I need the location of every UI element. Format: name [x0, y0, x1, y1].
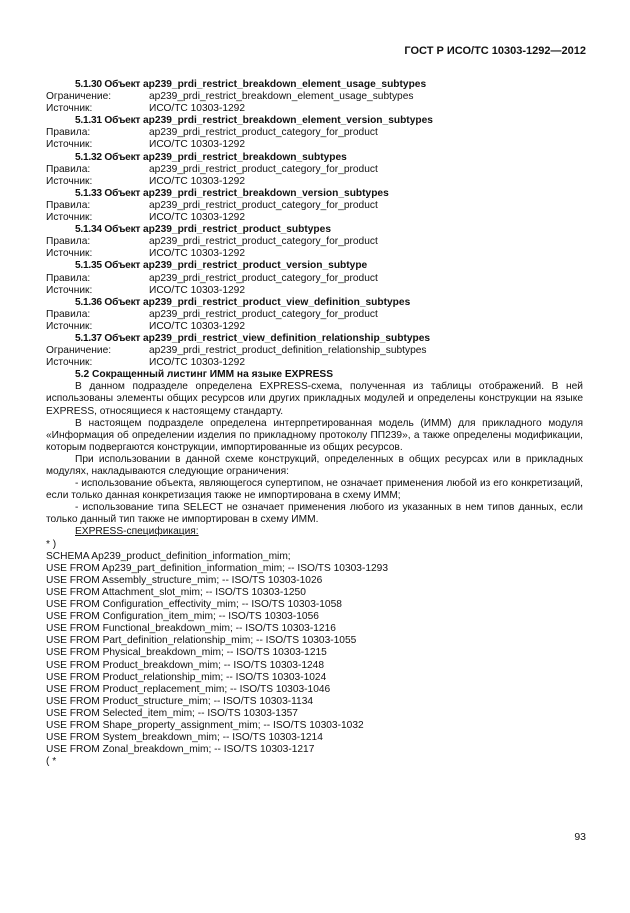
- object-rules-row: Правила: ap239_prdi_restrict_product_category_for_product: [46, 308, 378, 320]
- object-heading: 5.1.35 Объект ap239_prdi_restrict_product_version_subtype: [75, 260, 368, 272]
- section-heading: 5.2 Сокращенный листинг ИММ на языке EXPRESS: [75, 369, 334, 381]
- object-rules-row: Правила: ap239_prdi_restrict_product_category_for_product: [46, 236, 378, 248]
- section-paragraph: - использование типа SELECT не означает применения любого из указанных в нем типов данных, если только данный тип также не импортирован в схему ИММ.: [46, 502, 583, 526]
- object-heading: 5.1.30 Объект ap239_prdi_restrict_breakdown_element_usage_subtypes: [75, 79, 427, 90]
- document-header: ГОСТ Р ИСО/ТС 10303-1292—2012: [404, 45, 586, 57]
- section-paragraph: При использовании в данной схеме конструкций, определенных в общих ресурсах или в прикладных модулях, накладываются следующие ограничения:: [46, 453, 583, 477]
- object-heading: 5.1.31 Объект ap239_prdi_restrict_breakdown_element_version_subtypes: [75, 115, 433, 127]
- object-source-row: Источник: ИСО/ТС 10303-1292: [46, 284, 246, 296]
- object-source-row: Источник: ИСО/ТС 10303-1292: [46, 139, 246, 151]
- object-heading: 5.1.34 Объект ap239_prdi_restrict_product_subtypes: [75, 224, 331, 236]
- code-use-line: USE FROM Ap239_part_definition_information_mim; -- ISO/TS 10303-1293: [46, 562, 389, 574]
- object-rules-row: Правила: ap239_prdi_restrict_product_category_for_product: [46, 163, 378, 175]
- object-source-row: Источник: ИСО/ТС 10303-1292: [46, 248, 246, 260]
- object-constraint-row: Ограничение: ap239_prdi_restrict_breakdown_element_usage_subtypes: [46, 91, 414, 103]
- object-heading: 5.1.32 Объект ap239_prdi_restrict_breakdown_subtypes: [75, 151, 347, 163]
- object-source-row: Источник: ИСО/ТС 10303-1292: [46, 175, 246, 187]
- object-source-row: Источник: ИСО/ТС 10303-1292: [46, 357, 246, 369]
- page-content: [46, 79, 583, 768]
- object-source-row: Источник: ИСО/ТС 10303-1292: [46, 212, 246, 224]
- code-comment-open: * ): [46, 538, 57, 550]
- object-heading: 5.1.33 Объект ap239_prdi_restrict_breakdown_version_subtypes: [75, 187, 389, 199]
- code-use-line: USE FROM Product_structure_mim; -- ISO/TS 10303-1134: [46, 695, 314, 707]
- section-paragraph: В настоящем подразделе определена интерпретированная модель (ИММ) для прикладного модуля «Информация об определении изделия по прикладному протоколу ПП239», а также определены модификации, которым подвергаются конструкции, импортированные из общих ресурсов.: [46, 417, 583, 453]
- object-heading: 5.1.37 Объект ap239_prdi_restrict_view_definition_relationship_subtypes: [75, 332, 431, 344]
- object-rules-row: Правила: ap239_prdi_restrict_product_category_for_product: [46, 272, 378, 284]
- code-use-line: USE FROM Configuration_effectivity_mim; -- ISO/TS 10303-1058: [46, 599, 342, 611]
- section-paragraph: - использование объекта, являющегося супертипом, не означает применения любой из его конкретизаций, если только данная конкретизация также не импортирована в схему ИММ;: [46, 478, 583, 502]
- object-constraint-row: Ограничение: ap239_prdi_restrict_product_definition_relationship_subtypes: [46, 345, 427, 357]
- code-use-line: USE FROM Configuration_item_mim; -- ISO/TS 10303-1056: [46, 611, 319, 623]
- code-comment-close: ( *: [46, 756, 57, 768]
- code-use-line: USE FROM Attachment_slot_mim; -- ISO/TS 10303-1250: [46, 586, 306, 598]
- code-schema-line: SCHEMA Ap239_product_definition_information_mim;: [46, 550, 291, 562]
- code-use-line: USE FROM Shape_property_assignment_mim; -- ISO/TS 10303-1032: [46, 719, 364, 731]
- object-source-row: Источник: ИСО/ТС 10303-1292: [46, 320, 246, 332]
- code-use-line: USE FROM Functional_breakdown_mim; -- ISO/TS 10303-1216: [46, 623, 336, 635]
- page-number: 93: [574, 831, 586, 843]
- code-use-line: USE FROM Product_relationship_mim; -- ISO/TS 10303-1024: [46, 671, 327, 683]
- code-use-line: USE FROM Zonal_breakdown_mim; -- ISO/TS 10303-1217: [46, 744, 315, 756]
- code-use-line: USE FROM Selected_item_mim; -- ISO/TS 10303-1357: [46, 707, 298, 719]
- code-use-line: USE FROM Assembly_structure_mim; -- ISO/TS 10303-1026: [46, 574, 323, 586]
- object-rules-row: Правила: ap239_prdi_restrict_product_category_for_product: [46, 199, 378, 211]
- section-paragraph: В данном подразделе определена EXPRESS-схема, полученная из таблицы отображений. В ней использованы элементы общих ресурсов или других прикладных модулей и определены конструкции на языке EXPRESS, относящиеся к настоящему стандарту.: [46, 381, 583, 417]
- code-use-line: USE FROM System_breakdown_mim; -- ISO/TS 10303-1214: [46, 732, 323, 744]
- object-heading: 5.1.36 Объект ap239_prdi_restrict_product_view_definition_subtypes: [75, 296, 411, 308]
- object-rules-row: Правила: ap239_prdi_restrict_product_category_for_product: [46, 127, 378, 139]
- code-use-line: USE FROM Product_breakdown_mim; -- ISO/TS 10303-1248: [46, 659, 325, 671]
- code-use-line: USE FROM Part_definition_relationship_mim; -- ISO/TS 10303-1055: [46, 635, 357, 647]
- code-use-line: USE FROM Physical_breakdown_mim; -- ISO/TS 10303-1215: [46, 647, 327, 659]
- express-spec-label: EXPRESS-спецификация:: [75, 526, 199, 538]
- object-source-row: Источник: ИСО/ТС 10303-1292: [46, 103, 246, 115]
- code-use-line: USE FROM Product_replacement_mim; -- ISO/TS 10303-1046: [46, 683, 331, 695]
